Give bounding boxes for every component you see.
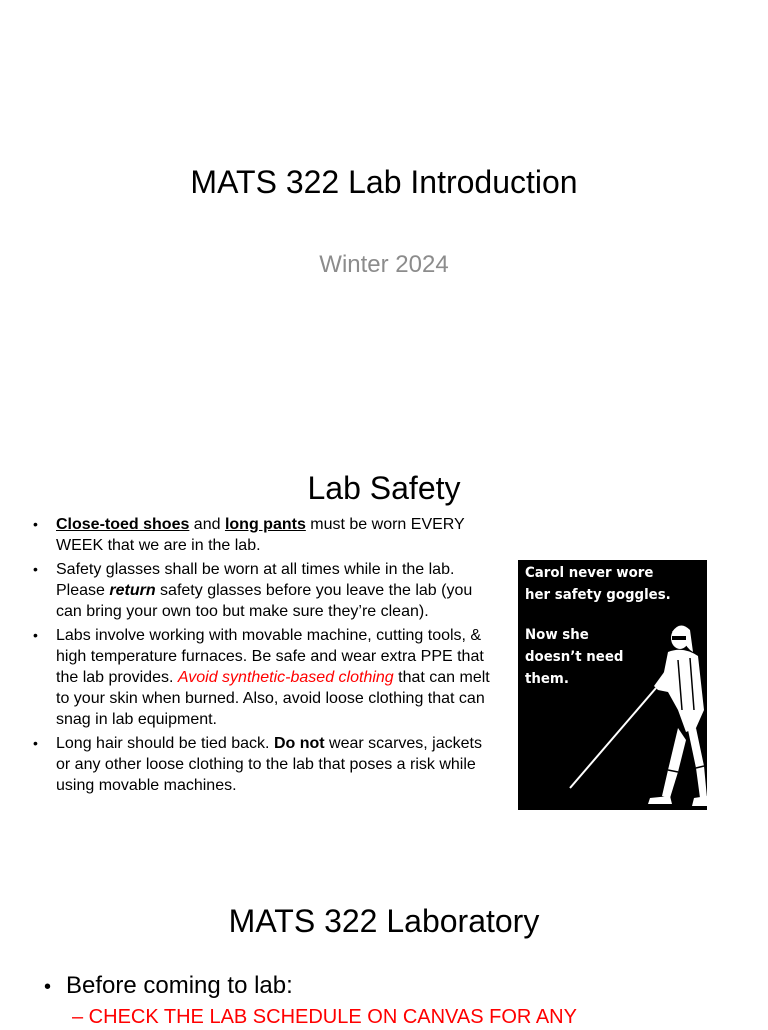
blind-woman-cane-illustration (518, 560, 707, 810)
safety-bullet-list (28, 514, 498, 799)
poster-line: Carol never wore (525, 565, 654, 581)
safety-bullet-ppe (28, 625, 498, 730)
bullet-text: Labs involve working with movable machine, cutting tools, & high temperature furnaces. Be safe and wear extra PPE that the lab provides. (56, 627, 484, 686)
bullet-text: Long hair should be tied back. (56, 735, 274, 752)
return-emphasis: return (109, 582, 156, 599)
poster-line: Now she (525, 627, 589, 643)
safety-bullet-hair (28, 733, 498, 796)
do-not-emphasis: Do not (273, 735, 325, 752)
bullet-dot-icon: • (33, 735, 38, 751)
safety-bullet-shoes (28, 514, 498, 556)
lab-bullet-text: Before coming to lab: (66, 972, 293, 999)
slide1-subtitle: Winter 2024 (319, 251, 449, 278)
lab-bullet (44, 970, 293, 1003)
poster-line: her safety goggles. (525, 587, 671, 603)
poster-line: doesn’t need (525, 649, 624, 665)
safety-bullet-glasses (28, 559, 498, 622)
long-pants-text: long pants (224, 516, 306, 533)
bullet-text: that can melt to your skin when burned. Also, avoid loose clothing that can snag in lab equipment. (56, 669, 490, 728)
poster-line: them. (525, 671, 569, 687)
bullet-dot-icon: • (33, 516, 38, 532)
lab-schedule-note: – CHECK THE LAB SCHEDULE ON CANVAS FOR ANY (72, 1006, 577, 1028)
safety-goggles-poster (518, 560, 707, 810)
slide3-title: MATS 322 Laboratory (228, 903, 540, 939)
bullet-dot-icon: • (44, 976, 52, 998)
bullet-text: wear scarves, jackets or any other loose clothing to the lab that poses a risk while using movable machines. (56, 735, 482, 794)
and-text: and (189, 516, 225, 533)
bullet-dot-icon: • (33, 627, 38, 643)
bullet-text: safety glasses before you leave the lab (you can bring your own too but make sure they’re clean). (56, 582, 473, 620)
bullet-text: Safety glasses shall be worn at all times while in the lab. Please (56, 561, 455, 599)
close-toed-shoes-text: Close-toed shoes (56, 516, 190, 533)
bullet-dot-icon: • (33, 561, 38, 577)
bullet-text: must be worn EVERY WEEK that we are in the lab. (56, 516, 465, 554)
slide1-title: MATS 322 Lab Introduction (190, 164, 578, 200)
synthetic-warning: Avoid synthetic-based clothing (177, 669, 394, 686)
slide2-title: Lab Safety (307, 470, 461, 506)
